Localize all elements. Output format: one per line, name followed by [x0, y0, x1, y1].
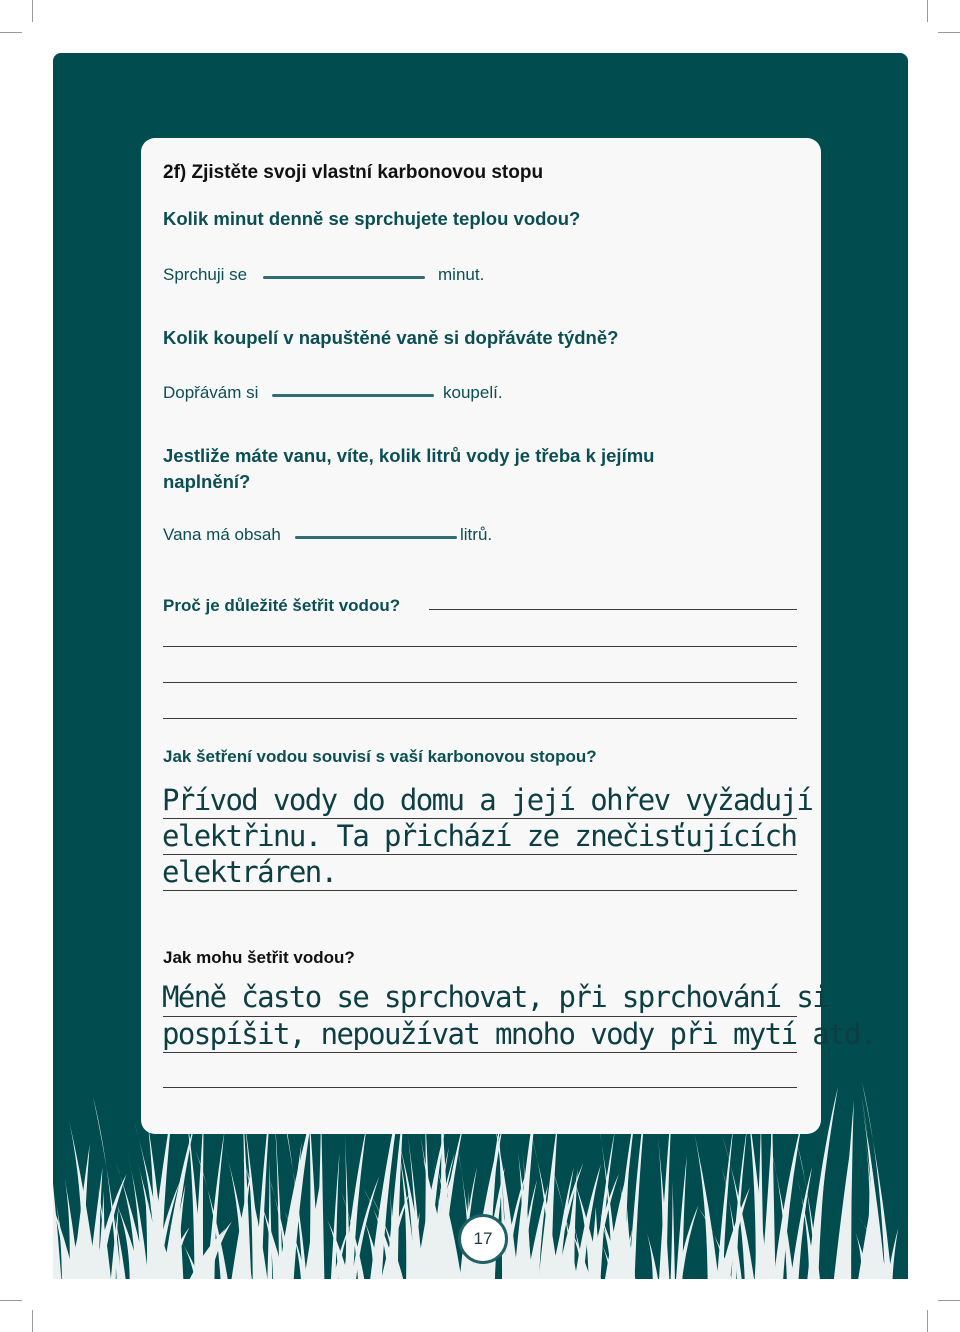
grass-blade	[267, 1158, 272, 1279]
answer-line[interactable]	[163, 646, 797, 647]
handwritten-answer-line: elektřinu. Ta přichází ze znečisťujících	[162, 819, 797, 853]
grass-blade	[811, 1128, 829, 1279]
handwritten-answer-line: Přívod vody do domu a její ohřev vyžadují	[162, 783, 813, 817]
answer-line[interactable]	[163, 718, 797, 719]
question-shower-minutes: Kolik minut denně se sprchujete teplou vodou?	[163, 208, 581, 229]
shower-prefix: Sprchuji se	[163, 265, 248, 284]
crop-mark	[938, 1300, 960, 1301]
handwritten-answer-line: Méně často se sprchovat, při sprchování si	[162, 980, 829, 1014]
question-saving-and-footprint: Jak šetření vodou souvisí s vaší karbonovou stopou?	[163, 747, 597, 766]
question-bath-volume-line1: Jestliže máte vanu, víte, kolik litrů vody je třeba k jejímu	[163, 445, 655, 466]
answer-line[interactable]	[429, 609, 797, 610]
handwritten-answer-line: pospíšit, nepoužívat mnoho vody při mytí atd.	[162, 1017, 876, 1051]
question-baths: Kolik koupelí v napuštěné vaně si dopřáváte týdně?	[163, 327, 619, 348]
question-how-save-water: Jak mohu šetřit vodou?	[163, 948, 355, 967]
baths-prefix: Dopřávám si	[163, 383, 259, 402]
page-panel	[53, 53, 908, 1279]
bath-volume-suffix: litrů.	[460, 525, 493, 544]
baths-count-blank[interactable]	[272, 394, 434, 397]
grass-blade	[691, 1119, 718, 1279]
answer-line[interactable]	[163, 890, 797, 891]
crop-mark	[0, 32, 22, 33]
answer-line[interactable]	[163, 1087, 797, 1088]
grass-blade	[671, 1181, 675, 1279]
crop-mark	[32, 0, 33, 22]
shower-minutes-blank[interactable]	[263, 276, 425, 279]
bath-volume-prefix: Vana má obsah	[163, 525, 281, 544]
crop-mark	[927, 0, 928, 22]
worksheet-title: 2f) Zjistěte svoji vlastní karbonovou stopu	[163, 162, 544, 183]
baths-suffix: koupelí.	[443, 383, 503, 402]
grass-blade	[53, 1082, 61, 1279]
question-why-save-water: Proč je důležité šetřit vodou?	[163, 596, 401, 615]
answer-line[interactable]	[163, 682, 797, 683]
bath-volume-blank[interactable]	[295, 536, 457, 539]
question-bath-volume-line2: naplnění?	[163, 471, 251, 492]
crop-mark	[0, 1300, 22, 1301]
crop-mark	[927, 1310, 928, 1332]
handwritten-answer-line: elektráren.	[162, 855, 337, 889]
crop-mark	[32, 1310, 33, 1332]
shower-suffix: minut.	[438, 265, 485, 284]
answer-line[interactable]	[163, 1052, 797, 1053]
worksheet-card	[141, 138, 876, 1134]
page-number: 17	[458, 1214, 508, 1264]
grass-blade	[645, 1227, 658, 1279]
crop-mark	[938, 32, 960, 33]
